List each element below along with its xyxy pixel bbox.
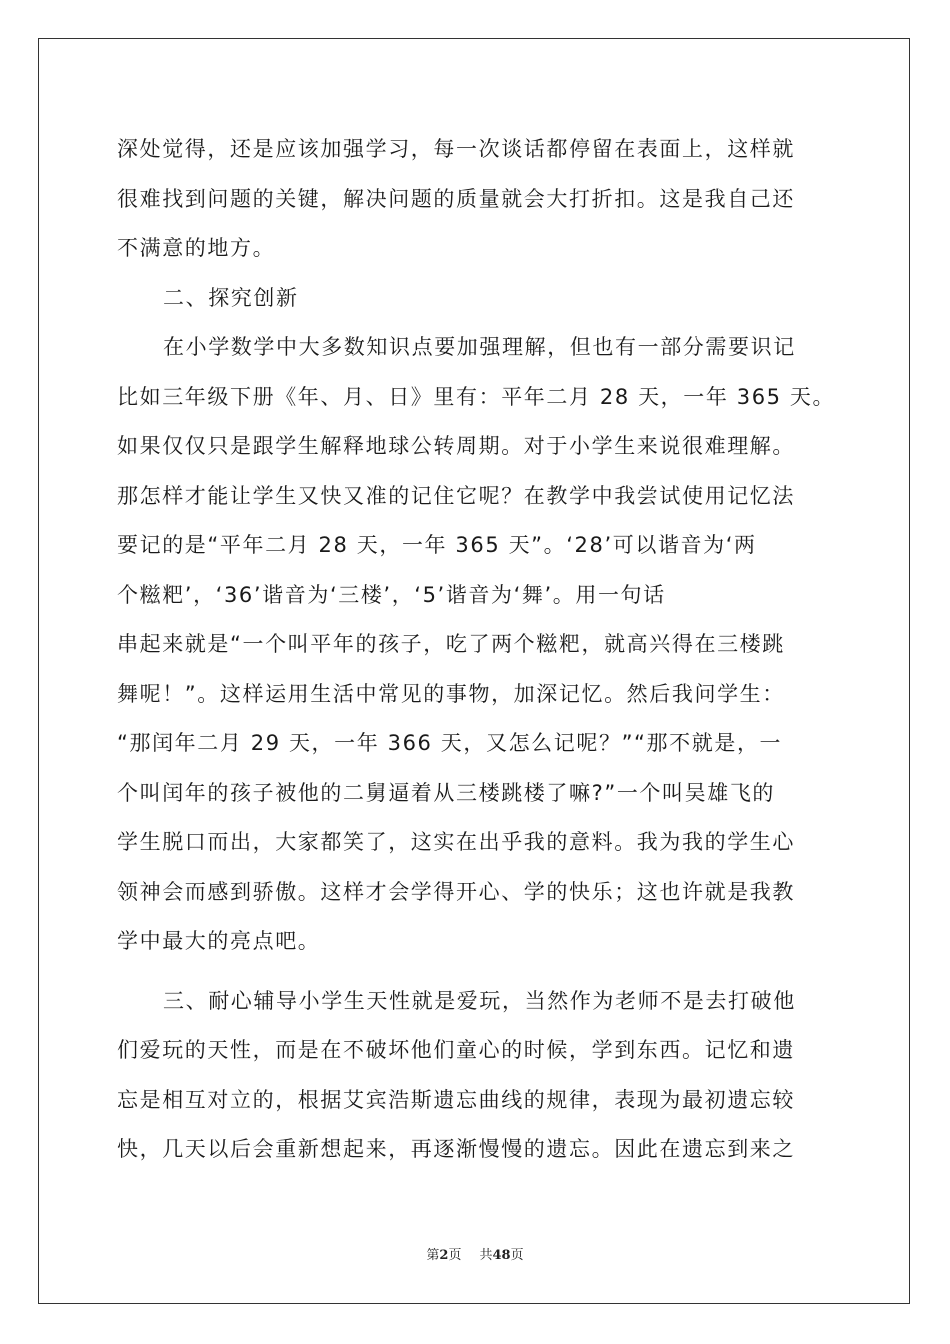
text-line: 领神会而感到骄傲。这样才会学得开心、学的快乐；这也许就是我教 bbox=[117, 879, 795, 904]
page-number: 2 bbox=[439, 1248, 449, 1263]
text-line: 忘是相互对立的，根据艾宾浩斯遗忘曲线的规律，表现为最初遗忘较 bbox=[117, 1087, 795, 1112]
text-line: 深处觉得，还是应该加强学习，每一次谈话都停留在表面上，这样就 bbox=[117, 137, 795, 161]
text-line: 在小学数学中大多数知识点要加强理解，但也有一部分需要识记 bbox=[163, 335, 796, 359]
text-line: 快，几天以后会重新想起来，再逐渐慢慢的遗忘。因此在遗忘到来之 bbox=[117, 1137, 795, 1161]
text-line: 串起来就是“一个叫平年的孩子，吃了两个糍粑，就高兴得在三楼跳 bbox=[117, 632, 785, 656]
page-label-prefix: 第 bbox=[426, 1248, 440, 1263]
text-line: 很难找到问题的关键，解决问题的质量就会大打折扣。这是我自己还 bbox=[117, 186, 795, 211]
text-line: 个叫闰年的孩子被他的二舅逼着从三楼跳楼了嘛?”一个叫吴雄飞的 bbox=[117, 780, 776, 805]
text-line: 舞呢！”。这样运用生活中常见的事物，加深记忆。然后我问学生： bbox=[117, 681, 785, 706]
text-line: 如果仅仅只是跟学生解释地球公转周期。对于小学生来说很难理解。 bbox=[117, 434, 795, 458]
total-label-prefix: 共 bbox=[479, 1248, 493, 1263]
text-line: 学中最大的亮点吧。 bbox=[117, 929, 321, 953]
text-line: 那怎样才能让学生又快又准的记住它呢？在教学中我尝试使用记忆法 bbox=[117, 483, 795, 508]
page-footer bbox=[0, 1244, 950, 1263]
text-line: 比如三年级下册《年、月、日》里有：平年二月 28 天，一年 365 天。 bbox=[117, 384, 836, 409]
text-line: 学生脱口而出，大家都笑了，这实在出乎我的意料。我为我的学生心 bbox=[117, 830, 795, 854]
document-body bbox=[117, 125, 837, 1175]
total-pages: 48 bbox=[492, 1248, 511, 1263]
text-line: 要记的是“平年二月 28 天，一年 365 天”。‘28’可以谐音为‘两 bbox=[117, 533, 757, 557]
section-heading: 二、探究创新 bbox=[163, 285, 299, 310]
section-heading: 三、耐心辅导小学生天性就是爱玩，当然作为老师不是去打破他 bbox=[163, 988, 796, 1013]
text-line: “那闰年二月 29 天，一年 366 天，又怎么记呢？”“那不就是，一 bbox=[117, 731, 783, 755]
text-line: 们爱玩的天性，而是在不破坏他们童心的时候，学到东西。记忆和遗 bbox=[117, 1038, 795, 1062]
text-line: 不满意的地方。 bbox=[117, 236, 276, 260]
page-label-suffix: 页 bbox=[448, 1248, 462, 1263]
text-line: 个糍粑’，‘36’谐音为‘三楼’，‘5’谐音为‘舞’。用一句话 bbox=[117, 582, 666, 607]
total-label-suffix: 页 bbox=[510, 1248, 524, 1263]
